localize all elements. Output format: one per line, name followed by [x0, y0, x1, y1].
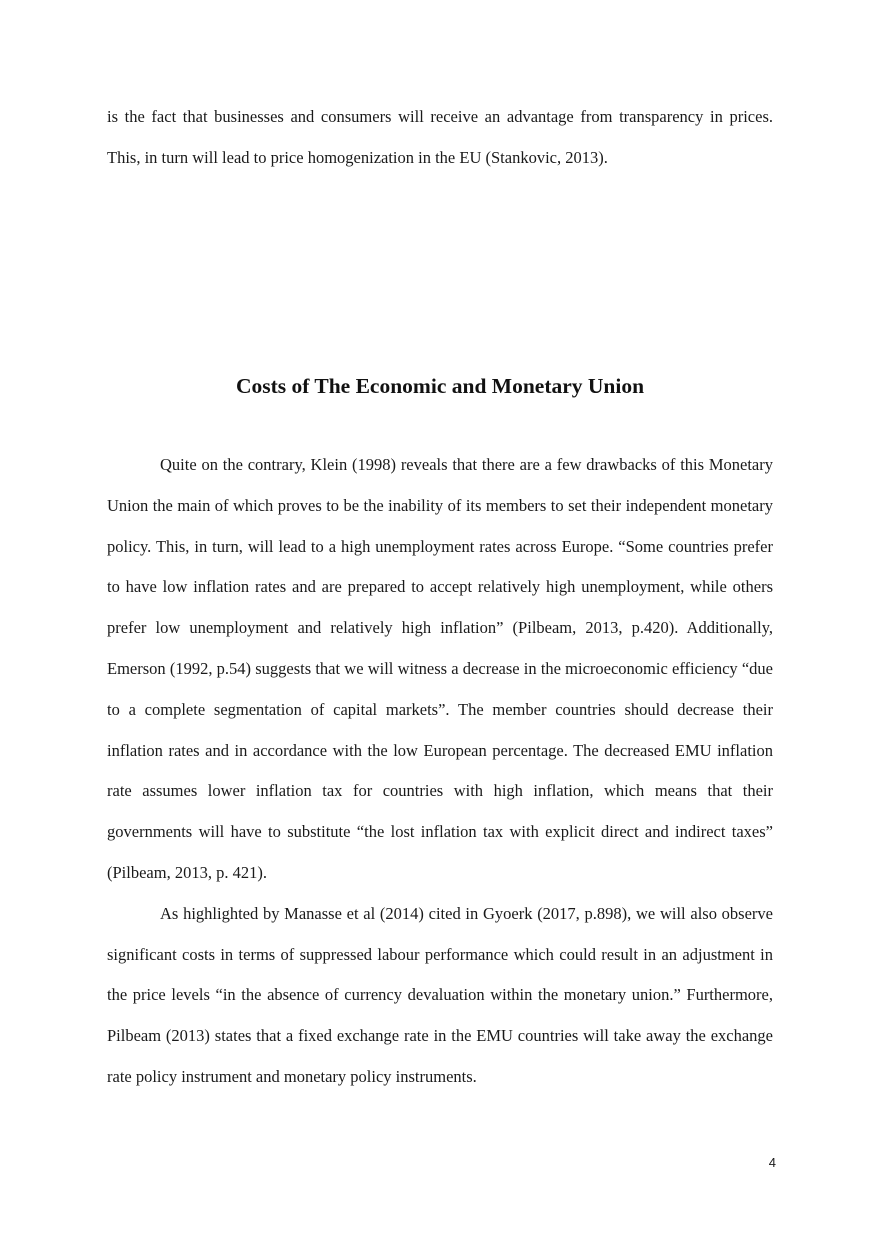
- section-heading: Costs of The Economic and Monetary Union: [235, 374, 645, 398]
- body-paragraph-1: Quite on the contrary, Klein (1998) reveals that there are a few drawbacks of this Monetary Union the main of which proves to be the inability of its members to set their independent monetary policy. This, in turn, will lead to a high unemployment rates across Europe. “Some countries prefer to have low inflation rates and are prepared to accept relatively high unemployment, while others prefer low unemployment and relatively high inflation” (Pilbeam, 2013, p.420). Additionally, Emerson (1992, p.54) suggests that we will witness a decrease in the microeconomic efficiency “due to a complete segmentation of capital markets”. The member countries should decrease their inflation rates and in accordance with the low European percentage. The decreased EMU inflation rate assumes lower inflation tax for countries with high inflation, which means that their governments will have to substitute “the lost inflation tax with explicit direct and indirect taxes” (Pilbeam, 2013, p. 421).: [107, 455, 773, 882]
- page-number: 4: [768, 1155, 776, 1170]
- body-paragraph-2: As highlighted by Manasse et al (2014) cited in Gyoerk (2017, p.898), we will also observe significant costs in terms of suppressed labour performance which could result in an adjustment in the price levels “in the absence of currency devaluation within the monetary union.” Furthermore, Pilbeam (2013) states that a fixed exchange rate in the EMU countries will take away the exchange rate policy instrument and monetary policy instruments.: [107, 903, 773, 1086]
- intro-paragraph: is the fact that businesses and consumers will receive an advantage from transparency in prices. This, in turn will lead to price homogenization in the EU (Stankovic, 2013).: [107, 107, 773, 167]
- section-body: [107, 445, 773, 1098]
- continued-text-block: [107, 97, 773, 179]
